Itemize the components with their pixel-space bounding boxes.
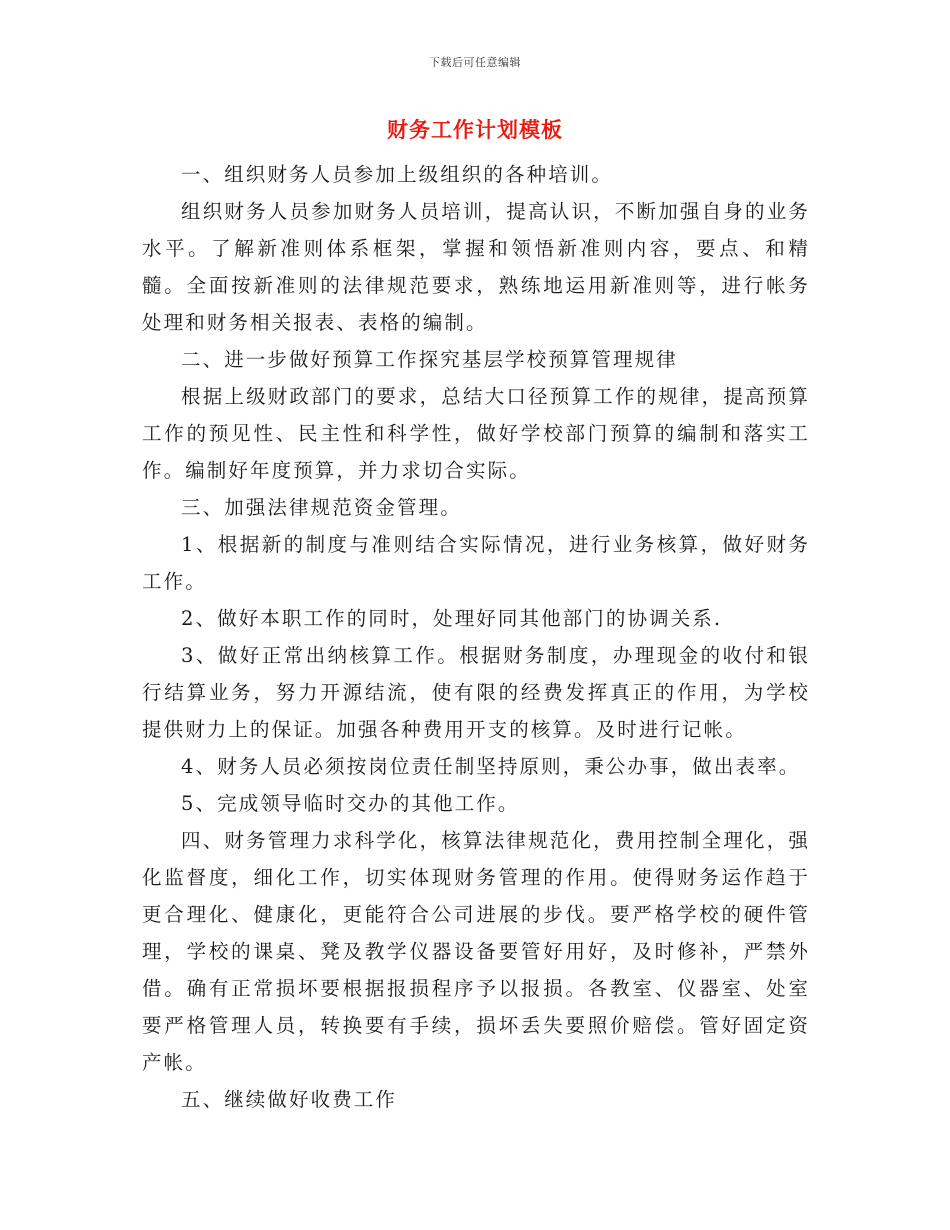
paragraph-item-2: 2、做好本职工作的同时，处理好同其他部门的协调关系. [181, 607, 723, 630]
paragraph-section-5-heading: 五、继续做好收费工作 [181, 1088, 398, 1111]
paragraph-training: 组织财务人员参加财务人员培训，提高认识，不断加强自身的业务水平。了解新准则体系框架，掌握和领悟新准则内容，要点、和精髓。全面按新准则的法律规范要求，熟练地运用新准则等，进行帐务处理和财务相关报表、表格的编制。 [142, 200, 810, 334]
header-note: 下载后可任意编辑 [429, 56, 521, 69]
document-title: 财务工作计划模板 [387, 117, 563, 142]
paragraph-item-3: 3、做好正常出纳核算工作。根据财务制度，办理现金的收付和银行结算业务，努力开源结流，使有限的经费发挥真正的作用，为学校提供财力上的保证。加强各种费用开支的核算。及时进行记帐。 [142, 644, 810, 741]
paragraph-item-4: 4、财务人员必须按岗位责任制坚持原则，秉公办事，做出表率。 [181, 755, 801, 778]
paragraph-section-1-heading: 一、组织财务人员参加上级组织的各种培训。 [181, 163, 614, 186]
paragraph-item-1: 1、根据新的制度与准则结合实际情况，进行业务核算，做好财务工作。 [142, 533, 810, 593]
paragraph-budget: 根据上级财政部门的要求，总结大口径预算工作的规律，提高预算工作的预见性、民主性和科学性，做好学校部门预算的编制和落实工作。编制好年度预算，并力求切合实际。 [142, 385, 810, 482]
document-body [142, 156, 810, 1118]
paragraph-section-4: 四、财务管理力求科学化，核算法律规范化，费用控制全理化，强化监督度，细化工作，切实体现财务管理的作用。使得财务运作趋于更合理化、健康化，更能符合公司进展的步伐。要严格学校的硬件管理，学校的课桌、凳及教学仪器设备要管好用好，及时修补，严禁外借。确有正常损坏要根据报损程序予以报损。各教室、仪器室、处室要严格管理人员，转换要有手续，损坏丢失要照价赔偿。管好固定资产帐。 [142, 829, 810, 1074]
paragraph-section-2-heading: 二、进一步做好预算工作探究基层学校预算管理规律 [181, 348, 678, 371]
paragraph-item-5: 5、完成领导临时交办的其他工作。 [181, 792, 520, 815]
paragraph-section-3-heading: 三、加强法律规范资金管理。 [181, 496, 462, 519]
